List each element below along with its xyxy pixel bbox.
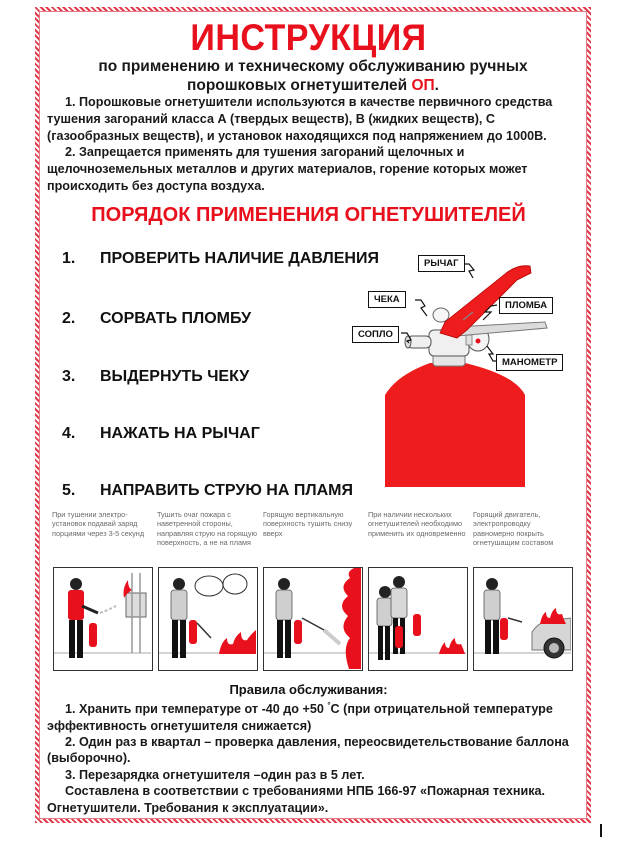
step-text: НАПРАВИТЬ СТРУЮ НА ПЛАМЯ (100, 482, 353, 499)
caption-5: Горящий двигатель, электропроводку равномерно покрыть огнетушащим составом (473, 510, 554, 548)
label-nozzle: СОПЛО (352, 326, 399, 343)
step-2 (62, 309, 251, 329)
extinguisher-icon (89, 623, 97, 647)
subtitle-highlight-op: ОП (411, 77, 435, 94)
person-icon (171, 578, 187, 658)
subtitle-line-2 (60, 76, 566, 95)
caption-4: При наличии нескольких огнетушителей необходимо применить их одновременно (368, 510, 466, 538)
person-icon (484, 578, 500, 654)
maintenance-heading: Правила обслуживания: (229, 682, 388, 697)
rule-2-line-2: (выборочно). (47, 751, 131, 766)
step-number: 4. (62, 425, 76, 442)
person-icon (377, 586, 392, 660)
intro-2-line-3: происходить без доступа воздуха. (47, 178, 265, 193)
step-text: НАЖАТЬ НА РЫЧАГ (100, 425, 260, 442)
intro-1-line-3: (газообразных веществ), и установок находящихся под напряжением до 1000В. (47, 128, 547, 143)
extinguisher-icon (294, 620, 302, 644)
step-4 (62, 424, 260, 444)
intro-2-line-2: щелочноземельных металлов и других материалов, горение которых может (47, 162, 528, 177)
intro-2-line-1: 2. Запрещается применять для тушения загораний щелочных и (65, 145, 465, 160)
text-cursor (600, 824, 602, 837)
step-number: 2. (62, 310, 76, 327)
step-number: 1. (62, 250, 76, 267)
label-pin: ЧЕКА (368, 291, 406, 308)
rule-2-line-1: 2. Один раз в квартал – проверка давления, переосвидетельствование баллона (65, 735, 569, 749)
caption-3: Горящую вертикальную поверхность тушить снизу вверх (263, 510, 353, 538)
seal-pointer (483, 305, 497, 320)
caption-1: При тушении электро-установок подавай заряд порциями через 3-5 секунд (52, 510, 145, 538)
subtitle-line-1: по применению и техническому обслуживанию ручных (98, 58, 528, 75)
subtitle-prefix: порошковых огнетушителей (187, 77, 412, 94)
label-seal: ПЛОМБА (499, 297, 553, 314)
panel-vertical-surface (263, 567, 363, 671)
caption-2: Тушить очаг пожара с наветренной стороны, направляя струю на горящую поверхность, а не на пламя (157, 510, 257, 548)
flame-icon (219, 630, 256, 654)
panel-electrical (53, 567, 153, 671)
person-icon (276, 578, 292, 658)
rule-3: 3. Перезарядка огнетушителя –один раз в 5 лет. (65, 767, 365, 782)
panel-multiple-extinguishers (368, 567, 468, 671)
step-5 (62, 481, 353, 501)
step-1 (62, 249, 379, 269)
panel-engine (473, 567, 573, 671)
extinguisher-icon (500, 618, 508, 640)
maintenance-rules (47, 698, 587, 816)
smoke-cloud-icon (195, 576, 223, 596)
step-text: ПРОВЕРИТЬ НАЛИЧИЕ ДАВЛЕНИЯ (100, 250, 379, 267)
extinguisher-icon (189, 620, 197, 644)
step-text: СОРВАТЬ ПЛОМБУ (100, 310, 252, 327)
panel-windward (158, 567, 258, 671)
intro-1-line-2: тушения загораний класса А (твердых веществ), В (жидких веществ), С (47, 111, 496, 126)
rule-1-text: 1. Хранить при температуре от -40 до +50 (65, 702, 328, 717)
extinguisher-icon (413, 614, 421, 636)
compliance-note-line-2: Огнетушители. Требования к эксплуатации». (47, 800, 329, 815)
nozzle-pointer (401, 333, 411, 343)
step-number: 5. (62, 482, 76, 499)
step-text: ВЫДЕРНУТЬ ЧЕКУ (100, 368, 250, 385)
flame-icon (439, 638, 465, 654)
extinguisher-icon (395, 626, 403, 648)
step-3 (62, 367, 249, 387)
intro-paragraphs (47, 94, 587, 195)
electrical-panel-icon (126, 593, 146, 617)
extinguisher-body (385, 363, 525, 487)
section-title: ПОРЯДОК ПРИМЕНЕНИЯ ОГНЕТУШИТЕЛЕЙ (91, 204, 526, 226)
step-number: 3. (62, 368, 76, 385)
pin-pointer (415, 300, 427, 316)
rule-1-line-1 (47, 698, 587, 718)
rule-1-text-after: С (при отрицательной температуре (330, 702, 553, 717)
flame-icon (342, 568, 361, 669)
intro-1-line-1: 1. Порошковые огнетушители используются в качестве первичного средства (65, 95, 553, 109)
degree-sign: ° (327, 701, 331, 710)
compliance-note-line-1: Составлена в соответствии с требованиями НПБ 166-97 «Пожарная техника. (65, 784, 546, 799)
poster-subtitle (60, 57, 566, 95)
flame-icon (540, 608, 566, 624)
rule-1-line-2: эффективность огнетушителя снижается) (47, 718, 312, 733)
poster-title: ИНСТРУКЦИЯ (190, 17, 427, 58)
subtitle-suffix: . (434, 77, 439, 94)
label-gauge: МАНОМЕТР (496, 354, 563, 371)
label-lever: РЫЧАГ (418, 255, 465, 272)
